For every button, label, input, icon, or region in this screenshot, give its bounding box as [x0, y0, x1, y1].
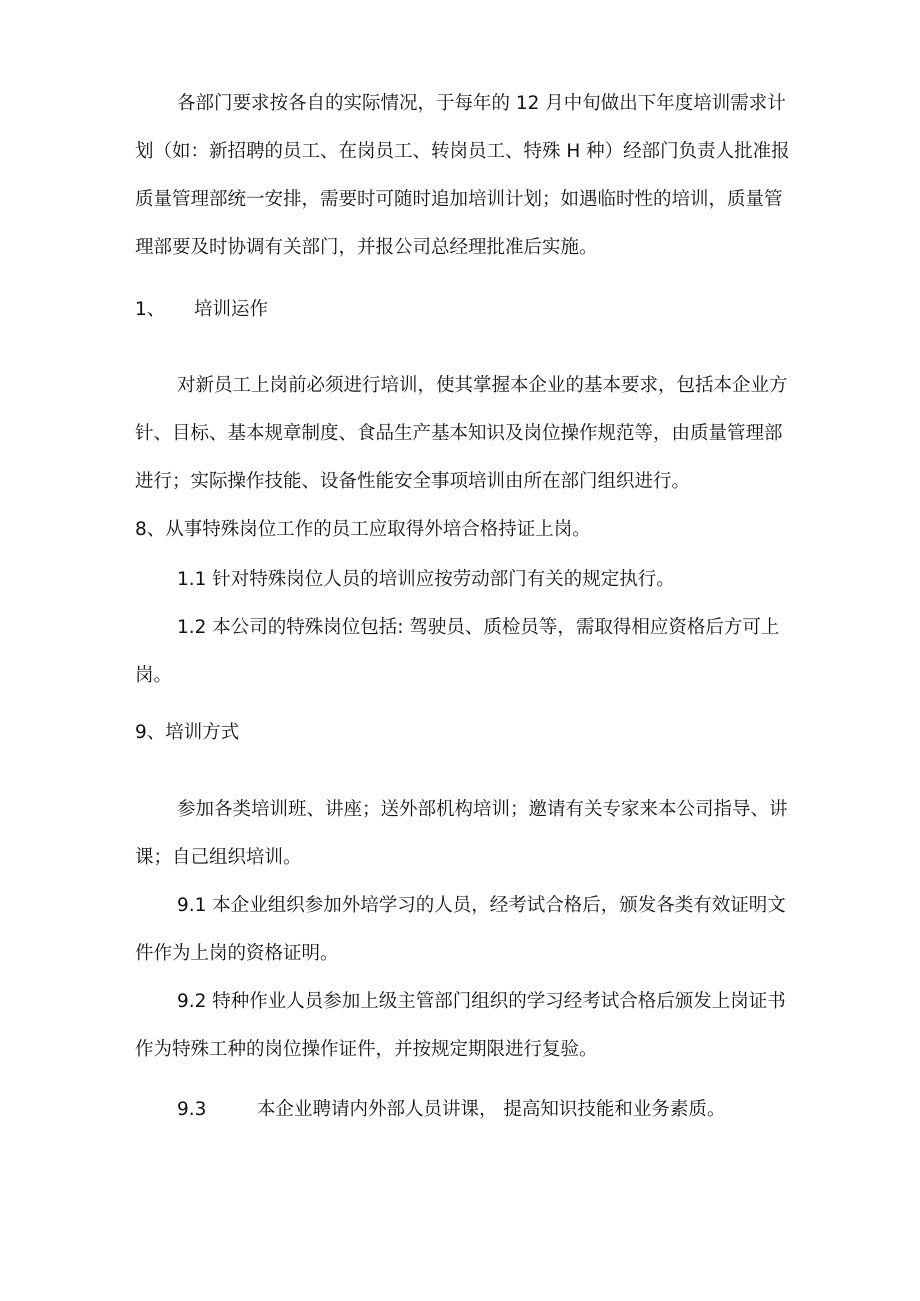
item-9-1: 9.1 本企业组织参加外培学习的人员，经考试合格后，颁发各类有效证明文件作为上岗的资格证明。: [135, 895, 786, 964]
paragraph-training-methods: 参加各类培训班、讲座；送外部机构培训；邀请有关专家来本公司指导、讲课；自己组织培训。: [135, 799, 788, 868]
item-8-special-positions: 8、从事特殊岗位工作的员工应取得外培合格持证上岗。: [135, 519, 591, 540]
paragraph-new-employee-training: 对新员工上岗前必须进行培训，使其掌握本企业的基本要求，包括本企业方针、目标、基本规章制度、食品生产基本知识及岗位操作规范等，由质量管理部进行；实际操作技能、设备性能安全事项培训由所在部门组织进行。: [135, 375, 788, 492]
item-1-1: 1.1 针对特殊岗位人员的培训应按劳动部门有关的规定执行。: [177, 569, 675, 590]
item-9-3-text: 本企业聘请内外部人员讲课， 提高知识技能和业务素质。: [257, 1099, 726, 1120]
item-9-3-number: 9.3: [177, 1099, 207, 1120]
item-9-2: 9.2 特种作业人员参加上级主管部门组织的学习经考试合格后颁发上岗证书作为特殊工种的岗位操作证件，并按规定期限进行复验。: [135, 991, 786, 1060]
section-title-training-methods: 9、培训方式: [135, 722, 240, 743]
section-title-training-operation: 培训运作: [194, 299, 269, 320]
section-number-1: 1、: [135, 299, 166, 320]
item-1-2: 1.2 本公司的特殊岗位包括: 驾驶员、质检员等，需取得相应资格后方可上岗。: [135, 617, 780, 686]
paragraph-training-plan: 各部门要求按各自的实际情况，于每年的 12 月中旬做出下年度培训需求计划（如：新招聘的员工、在岗员工、转岗员工、特殊 H 种）经部门负责人批准报质量管理部统一安排，需要时可随时追加培训计划；如遇临时性的培训，质量管理部要及时协调有关部门，并报公司总经理批准后实施。: [135, 93, 790, 258]
